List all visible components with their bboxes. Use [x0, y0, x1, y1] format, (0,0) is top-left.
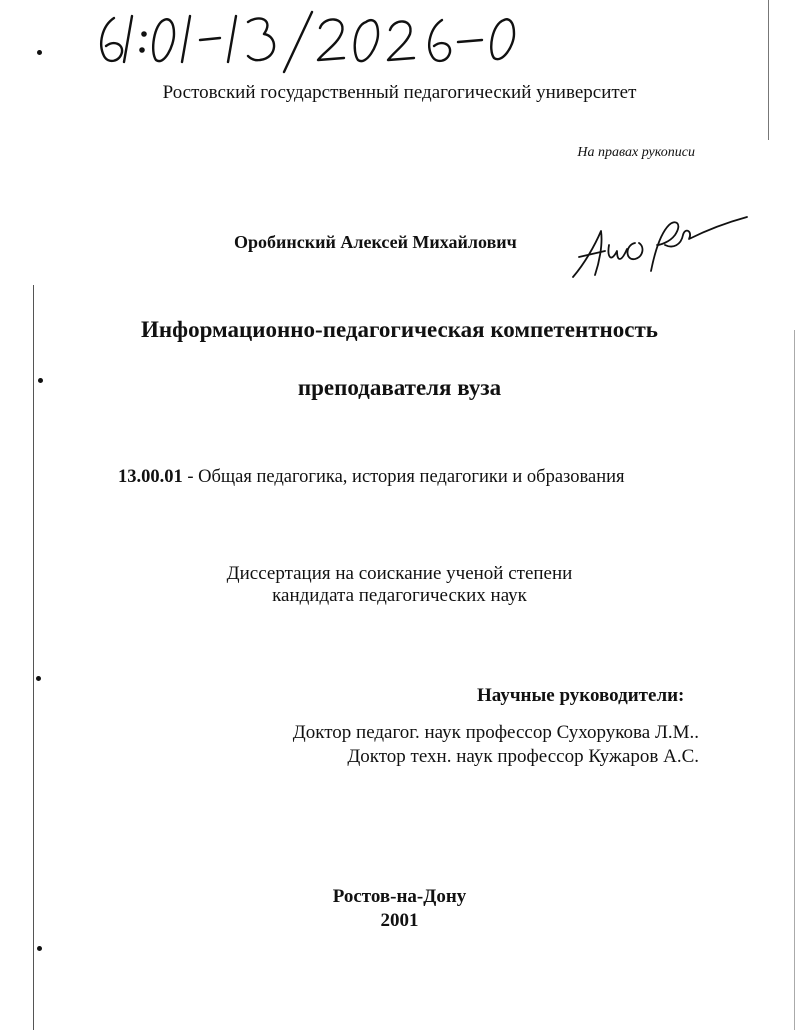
dissertation-title-line1: Информационно-педагогическая компетентность — [141, 317, 658, 342]
handwritten-library-code — [92, 6, 522, 76]
scan-edge-line — [768, 0, 769, 140]
dissertation-degree-line1: Диссертация на соискание ученой степени — [226, 563, 573, 584]
manuscript-note: На правах рукописи — [577, 145, 695, 160]
supervisor-item: Доктор техн. наук профессор Кужаров А.С. — [347, 746, 699, 767]
dissertation-title-line2: преподавателя вуза — [297, 375, 502, 400]
supervisors-heading: Научные руководители: — [477, 685, 685, 706]
specialty-code: 13.00.01 — [118, 467, 183, 487]
year: 2001 — [380, 910, 419, 931]
supervisor-item: Доктор педагог. наук профессор Сухорукова Л.М.. — [292, 722, 699, 743]
author-name: Оробинский Алексей Михайлович — [234, 232, 517, 252]
specialty — [118, 467, 625, 488]
scan-speck — [37, 50, 42, 55]
university-name: Ростовский государственный педагогический университет — [162, 82, 637, 103]
dissertation-degree-line2: кандидата педагогических наук — [272, 585, 527, 606]
city: Ростов-на-Дону — [332, 886, 467, 907]
author-signature — [565, 205, 755, 285]
scan-speck — [37, 946, 42, 951]
scan-speck — [36, 676, 41, 681]
specialty-name: - Общая педагогика, история педагогики и образования — [182, 467, 625, 487]
